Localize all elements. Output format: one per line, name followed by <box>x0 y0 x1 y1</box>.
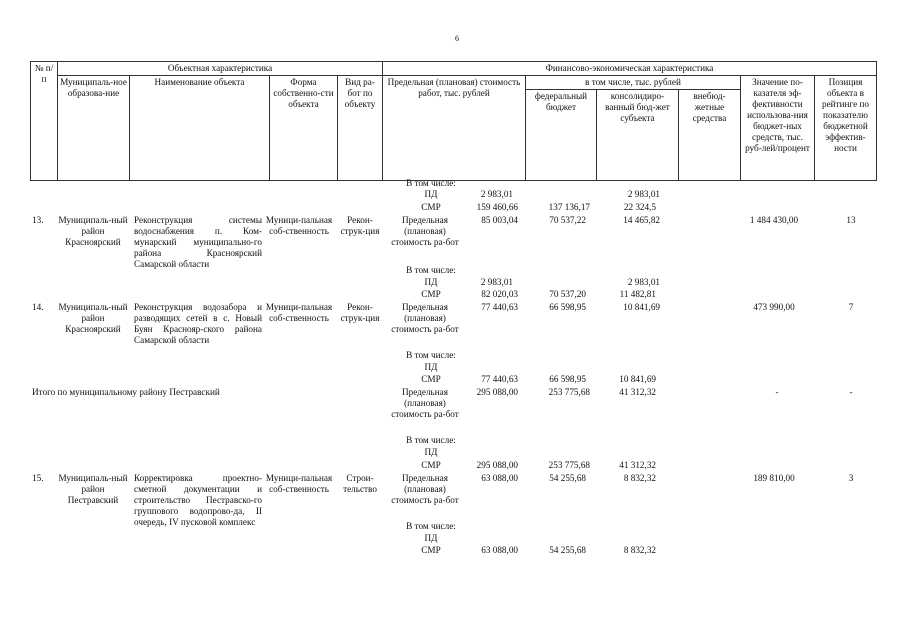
row14-planned-label: Предельная (плановая) стоимость ра-бот <box>391 302 459 334</box>
row14-label-smr: СМР <box>421 374 441 384</box>
row14-ownership: Муници-пальная соб-ственность <box>265 302 333 323</box>
row13-ownership: Муници-пальная соб-ственность <box>265 215 333 236</box>
subtotal-smr-federal: 253 775,68 <box>548 460 590 470</box>
row15-object-name: Корректировка проектно-сметной документации и строительство Пестравско-го группового водопрово-да, II очередь, IV пусковой комплекс <box>134 473 262 527</box>
header-incl: в том числе, тыс. рублей <box>526 76 741 90</box>
header-federal: федеральный бюджет <box>526 90 597 181</box>
header-ownership: Форма собственно-сти объекта <box>270 76 338 181</box>
row15-rank: 3 <box>848 473 854 483</box>
row13-smr-federal: 70 537,20 <box>549 289 586 299</box>
row13-municipality: Муниципаль-ный район Красноярский <box>58 215 128 247</box>
row15-label-pd: ПД <box>424 533 438 543</box>
row13-consolidated: 14 465,82 <box>623 215 660 225</box>
row15-label-incl: В том числе: <box>406 521 456 531</box>
subtotal-label-smr: СМР <box>421 460 441 470</box>
row13-work-type: Рекон-струк-ция <box>340 215 380 236</box>
row14-rank: 7 <box>848 302 854 312</box>
subtotal-label: Итого по муниципальному району Пестравский <box>32 387 220 397</box>
subtotal-total: 295 088,00 <box>476 387 518 397</box>
header-object-group: Объектная характеристика <box>58 62 383 76</box>
row15-smr-total: 63 088,00 <box>481 545 518 555</box>
row13-efficiency: 1 484 430,00 <box>749 215 799 225</box>
row14-label-incl: В том числе: <box>406 350 456 360</box>
row14-work-type: Рекон-струк-ция <box>340 302 380 323</box>
row14-smr-consolidated: 10 841,69 <box>619 374 656 384</box>
row15-ownership: Муници-пальная соб-ственность <box>265 473 333 494</box>
row15-smr-federal: 54 255,68 <box>549 545 586 555</box>
row14-num: 14. <box>32 302 44 312</box>
page-number: 6 <box>455 34 459 43</box>
row13-smr-consolidated: 11 482,81 <box>619 289 656 299</box>
row15-label-smr: СМР <box>421 545 441 555</box>
subtotal-smr-total: 295 088,00 <box>476 460 518 470</box>
row13-label-smr: СМР <box>421 289 441 299</box>
row13-label-incl: В том числе: <box>406 265 456 275</box>
label-incl: В том числе: <box>406 178 456 188</box>
row14-efficiency: 473 990,00 <box>753 302 795 312</box>
row15-total: 63 088,00 <box>481 473 518 483</box>
row15-num: 15. <box>32 473 44 483</box>
row15-work-type: Строи-тельство <box>343 473 377 494</box>
subtotal-label-incl: В том числе: <box>406 435 456 445</box>
header-planned-cost: Предельная (плановая) стоимость работ, тыс. рублей <box>383 76 526 181</box>
row15-municipality: Муниципаль-ный район Пестравский <box>58 473 128 505</box>
row14-consolidated: 10 841,69 <box>623 302 660 312</box>
row15-efficiency: 189 810,00 <box>753 473 795 483</box>
row15-smr-consolidated: 8 832,32 <box>623 545 656 555</box>
table-header <box>30 61 877 181</box>
subtotal-label-pd: ПД <box>424 447 438 457</box>
row15-consolidated: 8 832,32 <box>623 473 656 483</box>
subtotal-efficiency: - <box>775 387 779 397</box>
row13-pd-total: 2 983,01 <box>480 277 513 287</box>
row13-label-pd: ПД <box>424 277 438 287</box>
prev-smr-consolidated: 22 324,5 <box>623 202 656 212</box>
label-smr: СМР <box>421 202 441 212</box>
row15-planned-label: Предельная (плановая) стоимость ра-бот <box>391 473 459 505</box>
row13-object-name: Реконструкция системы водоснабжения п. Ком-мунарский муниципально-го района Красноярский Самарской области <box>134 215 262 269</box>
subtotal-planned-label: Предельная (плановая) стоимость ра-бот <box>391 387 459 419</box>
subtotal-smr-consolidated: 41 312,32 <box>619 460 656 470</box>
header-finance-group: Финансово-экономическая характеристика <box>383 62 877 76</box>
row15-federal: 54 255,68 <box>549 473 586 483</box>
header-num: № п/п <box>31 62 58 181</box>
row14-smr-federal: 66 598,95 <box>549 374 586 384</box>
row13-smr-total: 82 020,03 <box>481 289 518 299</box>
row13-federal: 70 537,22 <box>549 215 586 225</box>
row13-total: 85 003,04 <box>481 215 518 225</box>
row14-municipality: Муниципаль-ный район Красноярский <box>58 302 128 334</box>
row14-object-name: Реконструкция водозабора и разводящих сетей в с. Новый Буян Краснояр-ского района Самарской области <box>134 302 262 345</box>
header-object-name: Наименование объекта <box>130 76 270 181</box>
prev-pd-consolidated: 2 983,01 <box>627 189 660 199</box>
header-extrabudget: внебюд-жетные средства <box>679 90 741 181</box>
header-consolidated: консолидиро-ванный бюд-жет субъекта <box>597 90 679 181</box>
prev-smr-federal: 137 136,17 <box>548 202 590 212</box>
subtotal-federal: 253 775,68 <box>548 387 590 397</box>
prev-pd-total: 2 983,01 <box>480 189 513 199</box>
row13-rank: 13 <box>846 215 856 225</box>
row13-planned-label: Предельная (плановая) стоимость ра-бот <box>391 215 459 247</box>
row14-smr-total: 77 440,63 <box>481 374 518 384</box>
subtotal-consolidated: 41 312,32 <box>619 387 656 397</box>
row14-federal: 66 598,95 <box>549 302 586 312</box>
label-pd: ПД <box>424 189 438 199</box>
header-work-type: Вид ра-бот по объекту <box>338 76 383 181</box>
header-rank: Позиция объекта в рейтинге по показателю бюджетной эффектив-ности <box>815 76 877 181</box>
row13-pd-consolidated: 2 983,01 <box>627 277 660 287</box>
row14-label-pd: ПД <box>424 362 438 372</box>
row14-total: 77 440,63 <box>481 302 518 312</box>
prev-smr-total: 159 460,66 <box>476 202 518 212</box>
row13-num: 13. <box>32 215 44 225</box>
subtotal-rank: - <box>849 387 853 397</box>
header-municipality: Муниципаль-ное образова-ние <box>58 76 130 181</box>
header-efficiency: Значение по-казателя эф-фективности использова-ния бюджет-ных средств, тыс. руб-лей/процент <box>741 76 815 181</box>
